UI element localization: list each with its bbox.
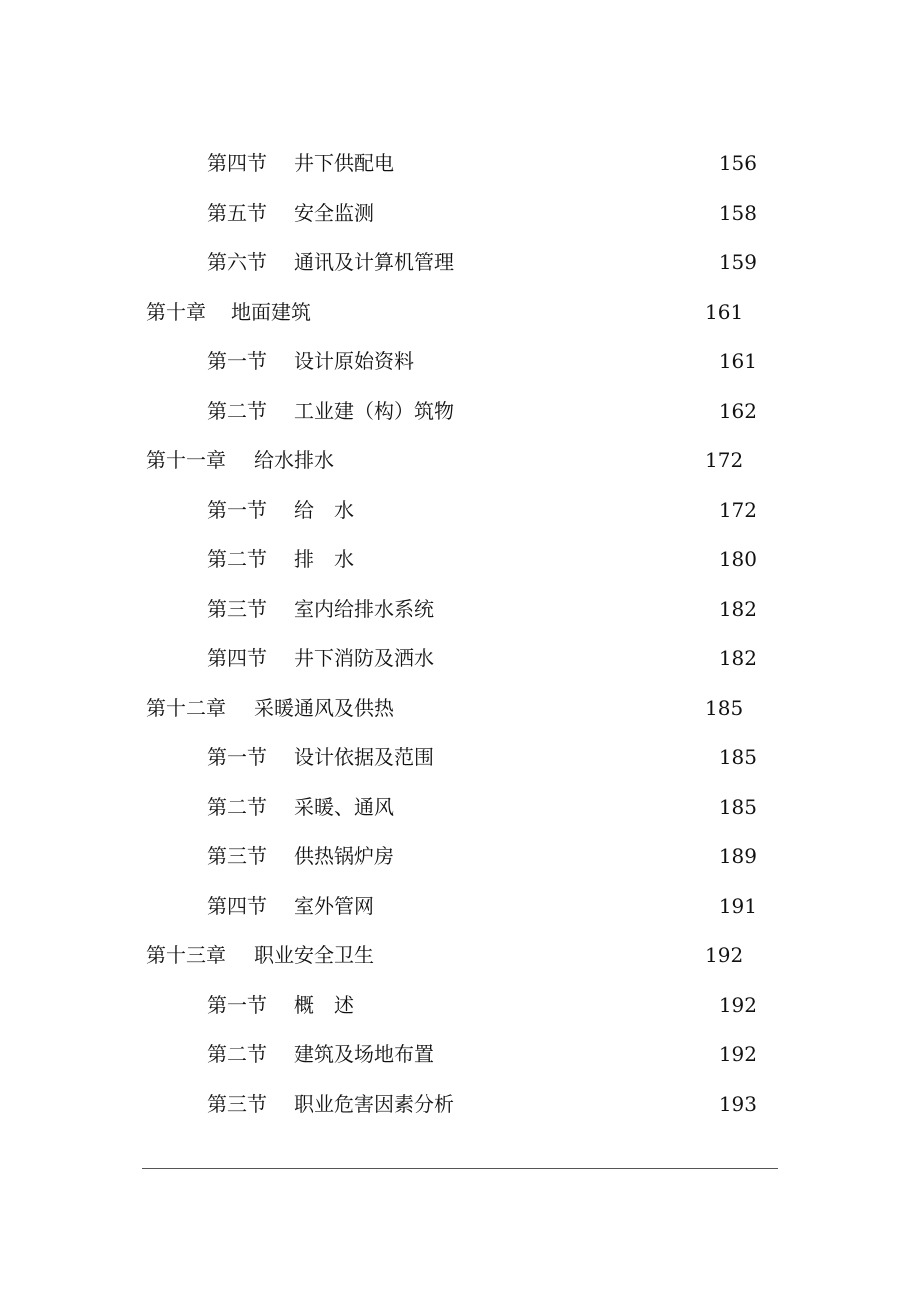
toc-entry-section[interactable] xyxy=(0,189,920,239)
section-page-number: 192 xyxy=(718,1042,757,1066)
section-page-number: 180 xyxy=(718,547,757,571)
section-label: 第一节 xyxy=(207,497,267,522)
toc-entry-chapter[interactable] xyxy=(0,931,920,981)
toc-entry-section[interactable] xyxy=(0,733,920,783)
section-page-number: 192 xyxy=(718,992,757,1017)
chapter-page-number: 192 xyxy=(705,943,744,967)
section-title: 井下供配电 xyxy=(294,151,394,175)
section-label: 第三节 xyxy=(207,844,267,868)
section-title: 安全监测 xyxy=(294,200,374,225)
chapter-title: 给水排水 xyxy=(254,448,334,472)
toc-entry-section[interactable] xyxy=(0,981,920,1031)
toc-entry-section[interactable] xyxy=(0,337,920,387)
section-page-number: 185 xyxy=(718,794,757,819)
section-label: 第三节 xyxy=(207,596,267,621)
section-title: 设计原始资料 xyxy=(294,349,414,373)
footer-divider xyxy=(142,1168,778,1169)
section-title: 室外管网 xyxy=(294,893,374,918)
section-page-number: 182 xyxy=(718,596,757,621)
section-label: 第一节 xyxy=(207,992,267,1017)
section-page-number: 159 xyxy=(718,250,757,274)
chapter-page-number: 185 xyxy=(705,695,744,720)
section-page-number: 191 xyxy=(718,893,757,918)
toc-entry-section[interactable] xyxy=(0,634,920,684)
section-label: 第一节 xyxy=(207,745,267,769)
chapter-label: 第十三章 xyxy=(146,943,226,967)
toc-entry-section[interactable] xyxy=(0,1030,920,1080)
section-label: 第四节 xyxy=(207,893,267,918)
section-title: 排 水 xyxy=(294,547,354,571)
chapter-label: 第十二章 xyxy=(146,695,226,720)
toc-entry-section[interactable] xyxy=(0,486,920,536)
section-page-number: 185 xyxy=(718,745,757,769)
toc-entry-section[interactable] xyxy=(0,535,920,585)
toc-entry-chapter[interactable] xyxy=(0,288,920,338)
table-of-contents xyxy=(0,139,920,1129)
chapter-page-number: 172 xyxy=(705,448,744,472)
section-page-number: 158 xyxy=(718,200,757,225)
toc-entry-section[interactable] xyxy=(0,783,920,833)
section-page-number: 161 xyxy=(718,349,757,373)
chapter-label: 第十章 xyxy=(146,299,206,324)
section-page-number: 189 xyxy=(718,844,757,868)
section-label: 第五节 xyxy=(207,200,267,225)
toc-entry-section[interactable] xyxy=(0,139,920,189)
chapter-label: 第十一章 xyxy=(146,448,226,472)
toc-entry-section[interactable] xyxy=(0,238,920,288)
toc-entry-section[interactable] xyxy=(0,1080,920,1130)
section-label: 第二节 xyxy=(207,398,267,423)
section-label: 第二节 xyxy=(207,547,267,571)
section-page-number: 156 xyxy=(718,151,757,175)
section-title: 采暖、通风 xyxy=(294,794,394,819)
section-label: 第六节 xyxy=(207,250,267,274)
toc-entry-section[interactable] xyxy=(0,832,920,882)
section-title: 井下消防及洒水 xyxy=(294,646,434,670)
section-title: 设计依据及范围 xyxy=(294,745,434,769)
section-title: 给 水 xyxy=(294,497,354,522)
section-title: 室内给排水系统 xyxy=(294,596,434,621)
chapter-page-number: 161 xyxy=(705,299,744,324)
section-label: 第二节 xyxy=(207,1042,267,1066)
section-title: 职业危害因素分析 xyxy=(294,1091,454,1116)
toc-entry-section[interactable] xyxy=(0,387,920,437)
section-title: 工业建（构）筑物 xyxy=(294,398,454,423)
section-title: 概 述 xyxy=(294,992,354,1017)
section-page-number: 193 xyxy=(718,1091,757,1116)
chapter-title: 采暖通风及供热 xyxy=(254,695,394,720)
toc-entry-section[interactable] xyxy=(0,585,920,635)
section-title: 供热锅炉房 xyxy=(294,844,394,868)
chapter-title: 职业安全卫生 xyxy=(254,943,374,967)
section-title: 通讯及计算机管理 xyxy=(294,250,454,274)
toc-entry-section[interactable] xyxy=(0,882,920,932)
section-page-number: 162 xyxy=(718,398,757,423)
section-page-number: 182 xyxy=(718,646,757,670)
toc-entry-chapter[interactable] xyxy=(0,436,920,486)
section-title: 建筑及场地布置 xyxy=(294,1042,434,1066)
section-label: 第二节 xyxy=(207,794,267,819)
section-label: 第三节 xyxy=(207,1091,267,1116)
chapter-title: 地面建筑 xyxy=(231,299,311,324)
section-label: 第一节 xyxy=(207,349,267,373)
section-page-number: 172 xyxy=(718,497,757,522)
toc-entry-chapter[interactable] xyxy=(0,684,920,734)
section-label: 第四节 xyxy=(207,151,267,175)
section-label: 第四节 xyxy=(207,646,267,670)
